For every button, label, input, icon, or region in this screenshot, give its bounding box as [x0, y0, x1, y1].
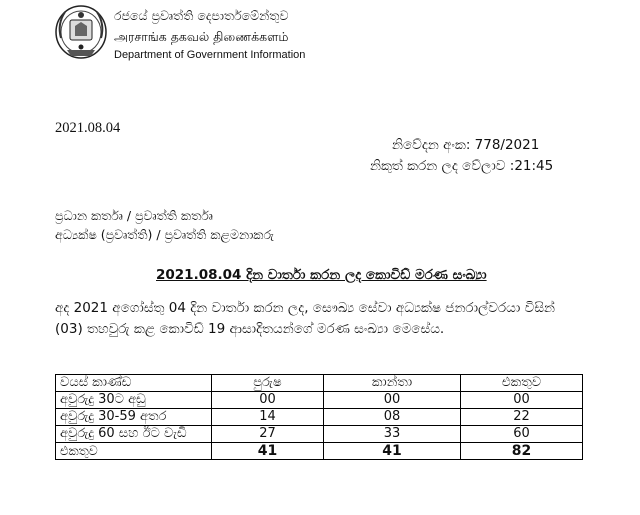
body-paragraph-line: අද 2021 අගෝස්තු 04 දින වාර්තා කරන ලද, සෞඛ්‍ය සේවා අධ්‍යක්ෂ ජනරාල්වරයා විසින් — [55, 300, 555, 316]
header-english: Department of Government Information — [114, 49, 306, 61]
male-count-cell: 00 — [212, 392, 324, 409]
header-tamil: அரசாங்க தகவல் திணைக்களம் — [114, 29, 289, 44]
total-count-cell: 00 — [461, 392, 583, 409]
body-paragraph-line: (03) තහවුරු කළ කොවිඩ් 19 ආසාදිතයන්ගේ මරණ සංඛ්‍යා මෙසේය. — [55, 321, 445, 337]
government-emblem-icon — [53, 4, 109, 64]
column-header-female: කාන්තා — [324, 375, 461, 392]
addressee-line: ප්‍රධාන කර්තෘ / ප්‍රවෘත්ති කර්තෘ — [55, 208, 213, 223]
total-count-cell: 60 — [461, 426, 583, 443]
total-count-cell: 22 — [461, 409, 583, 426]
age-group-cell: අවුරුදු 30-59 අතර — [56, 409, 212, 426]
female-count-cell: 33 — [324, 426, 461, 443]
column-header-age-group: වයස් කාණ්ඩ — [56, 375, 212, 392]
total-male-cell: 41 — [212, 443, 324, 460]
addressee-line: අධ්‍යක්ෂ (ප්‍රවෘත්ති) / ප්‍රවෘත්ති කළමනාකරු — [55, 227, 274, 242]
issued-time: නිකුත් කරන ලද වේලාව :21:45 — [370, 158, 554, 174]
age-group-cell: අවුරුදු 60 සහ ඊට වැඩි — [56, 426, 212, 443]
table-total-row — [56, 443, 583, 460]
column-header-male: පුරුෂ — [212, 375, 324, 392]
document-title: 2021.08.04 දින වාර්තා කරන ලද කොවිඩ් මරණ සංඛ්‍යා — [156, 267, 487, 283]
grand-total-cell: 82 — [461, 443, 583, 460]
female-count-cell: 08 — [324, 409, 461, 426]
header-sinhala: රජයේ ප්‍රවෘත්ති දෙපාර්තමේන්තුව — [114, 8, 289, 23]
male-count-cell: 27 — [212, 426, 324, 443]
table-row — [56, 392, 583, 409]
total-female-cell: 41 — [324, 443, 461, 460]
table-row — [56, 426, 583, 443]
table-row — [56, 409, 583, 426]
column-header-total: එකතුව — [461, 375, 583, 392]
notice-number: නිවේදන අංක: 778/2021 — [392, 137, 540, 153]
male-count-cell: 14 — [212, 409, 324, 426]
total-label-cell: එකතුව — [56, 443, 212, 460]
release-date: 2021.08.04 — [55, 120, 121, 136]
female-count-cell: 00 — [324, 392, 461, 409]
age-group-cell: අවුරුදු 30ට අඩු — [56, 392, 212, 409]
covid-deaths-table — [55, 374, 583, 460]
table-header-row — [56, 375, 583, 392]
